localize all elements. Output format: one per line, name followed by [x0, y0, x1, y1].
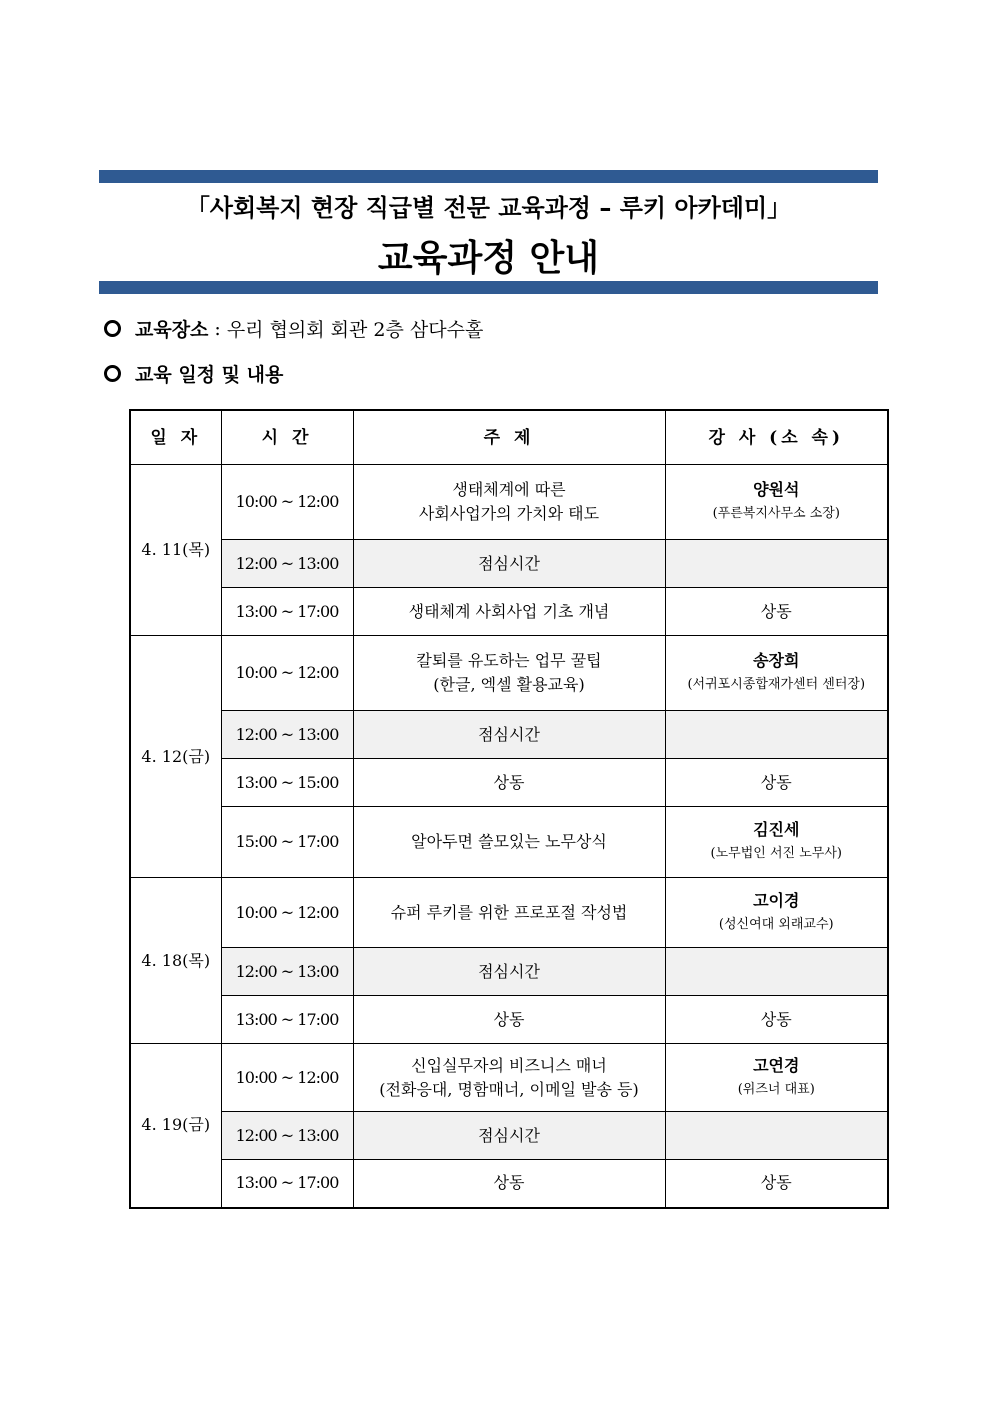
schedule-label: 교육 일정 및 내용: [135, 364, 284, 386]
lecturer-affiliation: (노무법인 서진 노무사): [710, 846, 842, 861]
place-separator: :: [214, 317, 221, 340]
schedule-table: [129, 409, 889, 1209]
table-row: [130, 807, 888, 878]
table-row: [130, 1112, 888, 1160]
lecturer-cell: [665, 465, 888, 540]
topic-line: 상동: [493, 1009, 525, 1029]
topic-cell: [353, 540, 665, 588]
topic-line: 점심시간: [478, 553, 540, 573]
time-cell: 10:00 ~ 12:00: [221, 636, 353, 711]
place-label: 교육장소: [135, 319, 209, 341]
document-title: 교육과정 안내: [377, 238, 600, 279]
table-row: [130, 465, 888, 540]
lecturer-name: 고이경: [753, 890, 800, 910]
date-cell: 4. 11(목): [130, 465, 221, 636]
table-row: [130, 948, 888, 996]
table-row: [130, 878, 888, 948]
header-lecturer: 강 사 (소 속): [665, 410, 888, 465]
topic-line: 신입실무자의 비즈니스 매너: [411, 1055, 607, 1075]
topic-cell: [353, 1160, 665, 1208]
lecturer-name: 상동: [760, 1009, 792, 1029]
lecturer-cell: [665, 1112, 888, 1160]
time-cell: 10:00 ~ 12:00: [221, 878, 353, 948]
lecturer-affiliation: (서귀포시종합재가센터 센터장): [687, 677, 866, 692]
table-row: [130, 588, 888, 636]
lecturer-name: 상동: [760, 772, 792, 792]
lecturer-affiliation: (성신여대 외래교수): [718, 916, 834, 932]
topic-line: 칼퇴를 유도하는 업무 꿀팁: [416, 651, 602, 670]
info-place: [104, 315, 483, 342]
table-row: [130, 1160, 888, 1208]
lecturer-cell: [665, 996, 888, 1044]
time-cell: 12:00 ~ 13:00: [221, 540, 353, 588]
time-cell: 12:00 ~ 13:00: [221, 711, 353, 759]
topic-cell: [353, 1112, 665, 1160]
time-cell: 13:00 ~ 17:00: [221, 588, 353, 636]
lecturer-cell: [665, 1160, 888, 1208]
lecturer-cell: [665, 711, 888, 759]
lecturer-cell: [665, 807, 888, 878]
topic-cell: [353, 759, 665, 807]
topic-line: 슈퍼 루키를 위한 프로포절 작성법: [390, 902, 628, 922]
table-row: [130, 540, 888, 588]
date-cell: 4. 18(목): [130, 878, 221, 1044]
lecturer-affiliation: (위즈너 대표): [737, 1081, 815, 1097]
topic-cell: [353, 1044, 665, 1112]
document-subtitle: 「사회복지 현장 직급별 전문 교육과정 – 루키 아카데미」: [185, 194, 792, 222]
circle-bullet-icon: [104, 320, 121, 337]
topic-line: 알아두면 쓸모있는 노무상식: [411, 832, 607, 851]
lecturer-cell: [665, 878, 888, 948]
lecturer-name: 상동: [760, 1173, 792, 1193]
time-cell: 13:00 ~ 15:00: [221, 759, 353, 807]
topic-line: (한글, 엑셀 활용교육): [433, 675, 585, 694]
table-row: [130, 759, 888, 807]
lecturer-cell: [665, 540, 888, 588]
topic-line: 점심시간: [478, 961, 540, 981]
topic-line: 점심시간: [478, 724, 540, 744]
date-cell: 4. 19(금): [130, 1044, 221, 1208]
header-date: 일 자: [130, 410, 221, 465]
lecturer-cell: [665, 588, 888, 636]
lecturer-cell: [665, 759, 888, 807]
time-cell: 10:00 ~ 12:00: [221, 1044, 353, 1112]
header-time: 시 간: [221, 410, 353, 465]
table-row: [130, 1044, 888, 1112]
header-rule-top: [99, 170, 878, 183]
table-row: [130, 996, 888, 1044]
table-row: [130, 711, 888, 759]
topic-line: 상동: [493, 772, 525, 792]
table-header-row: [130, 410, 888, 465]
topic-cell: [353, 588, 665, 636]
circle-bullet-icon: [104, 365, 121, 382]
time-cell: 12:00 ~ 13:00: [221, 948, 353, 996]
lecturer-name: 양원석: [753, 480, 800, 499]
topic-line: 점심시간: [478, 1125, 540, 1145]
lecturer-name: 상동: [760, 601, 792, 621]
topic-line: (전화응대, 명함매너, 이메일 발송 등): [379, 1079, 639, 1099]
date-cell: 4. 12(금): [130, 636, 221, 878]
lecturer-cell: [665, 948, 888, 996]
lecturer-affiliation: (푸른복지사무소 소장): [712, 506, 840, 521]
topic-line: 생태체계에 따른: [452, 480, 566, 499]
topic-line: 사회사업가의 가치와 태도: [418, 504, 600, 523]
topic-cell: [353, 465, 665, 540]
place-value: 우리 협의회 회관 2층 삼다수홀: [226, 319, 484, 341]
info-schedule: [104, 360, 283, 387]
lecturer-cell: [665, 636, 888, 711]
header-topic: 주 제: [353, 410, 665, 465]
schedule-body: [130, 465, 888, 1208]
topic-line: 생태체계 사회사업 기초 개념: [408, 601, 610, 621]
lecturer-name: 김진세: [753, 820, 800, 839]
table-row: [130, 636, 888, 711]
lecturer-name: 송장희: [753, 651, 800, 670]
time-cell: 13:00 ~ 17:00: [221, 1160, 353, 1208]
lecturer-cell: [665, 1044, 888, 1112]
time-cell: 13:00 ~ 17:00: [221, 996, 353, 1044]
lecturer-name: 고연경: [753, 1055, 800, 1075]
topic-cell: [353, 807, 665, 878]
topic-line: 상동: [493, 1173, 525, 1193]
topic-cell: [353, 878, 665, 948]
topic-cell: [353, 996, 665, 1044]
topic-cell: [353, 948, 665, 996]
topic-cell: [353, 636, 665, 711]
time-cell: 15:00 ~ 17:00: [221, 807, 353, 878]
time-cell: 12:00 ~ 13:00: [221, 1112, 353, 1160]
topic-cell: [353, 711, 665, 759]
time-cell: 10:00 ~ 12:00: [221, 465, 353, 540]
header-rule-bottom: [99, 281, 878, 294]
